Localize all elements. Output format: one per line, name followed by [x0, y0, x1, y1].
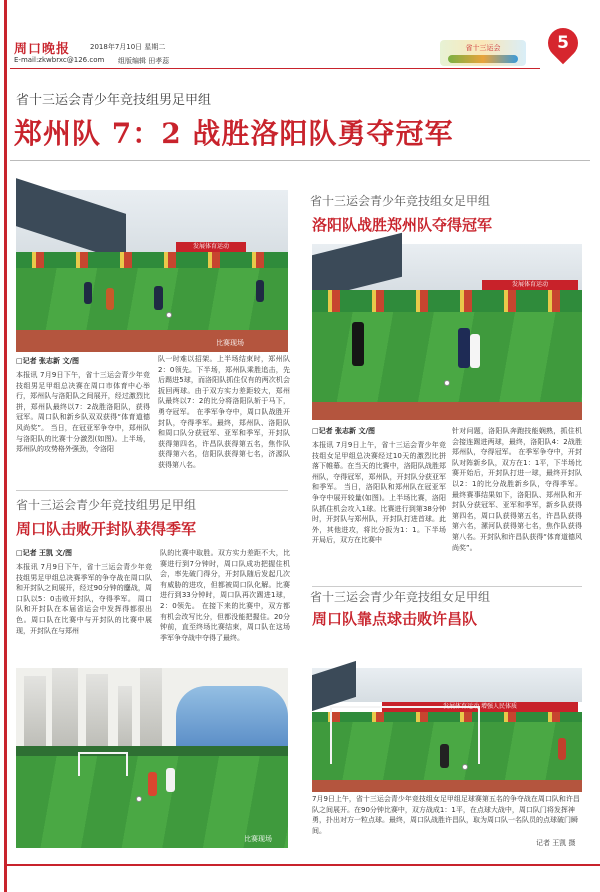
- story2-body-column-2: 队的比赛中取胜。双方实力差距不大，比赛进行到7分钟时，周口队成功把握住机会，率先破门得分，开封队随后发起几次有威胁的进攻，但都被周口队化解。比赛进行到33分钟时，周口队再次踢进1球，2：0领先。 在接下来的比赛中，双方都有机会改写比分，但都没能把握住。20分钟前，直至终场比赛结束，周口队在这场季军争夺战中夺得了最终。: [160, 549, 290, 642]
- story2-divider: [16, 490, 288, 491]
- lead-photo-credit: 比赛现场: [216, 339, 244, 347]
- story4-credit: 记者 王凯 摄: [536, 839, 576, 847]
- newspaper-masthead: 周口晚报: [14, 42, 71, 57]
- bottom-frame-rule: [4, 864, 600, 866]
- story3-kicker: 省十三运会青少年竞技组女足甲组: [310, 194, 491, 208]
- story2-headline: 周口队击败开封队获得季军: [16, 520, 197, 538]
- story4-caption: 7月9日上午，省十三运会青少年竞技组女足甲组足球赛第五名的争夺战在周口队和许昌队之间展开。在90分钟比赛中，双方战成1：1平，在点球大战中，周口队门将发挥神勇，扑出对方一粒点球。最终，周口队战胜许昌队，取为周口队一名队员的点球破门瞬间。: [312, 795, 580, 835]
- lead-headline: 郑州队 7：2 战胜洛阳队勇夺冠军: [14, 117, 454, 150]
- left-frame-rule: [4, 0, 7, 892]
- story4-kicker: 省十三运会青少年竞技组女足甲组: [310, 590, 491, 604]
- story2-body-column-1: 本报讯 7月9日下午，省十三运会青少年竞技组男足甲组总决赛季军的争夺战在周口队和开封队之间展开，经过90分钟的鏖战，周口队以5：0击败开封队，夺得季军。 周口队和开封队在本届省运会中发挥得都很出色。周口队在比赛中与开封队的比赛中展现，开封队在与郑州: [16, 563, 152, 635]
- story3-photo-banner: 发展体育运动: [482, 280, 578, 290]
- contact-email: E-mail:zkwbrxc@126.com: [14, 56, 105, 64]
- lead-body-column-2: 队一时难以招架。上半场结束时，郑州队2：0领先。下半场，郑州队乘胜追击，先后踢进5球，而洛阳队抓住仅有的两次机会扳回两球。由于双方实力差距较大，郑州队最终以7：2的比分将洛阳队斩于马下，勇夺冠军。 在季军争夺中，周口队战胜开封队，夺得季军。最终，郑州队、洛阳队和周口队分获冠军、亚军和季军，开封队获得第四名，许昌队获得第五名，焦作队获得第六名，信阳队获得第七名，济源队获得第八名。: [158, 355, 290, 469]
- lead-photo: [16, 190, 288, 352]
- page-number: 5: [557, 33, 569, 53]
- story3-body-column-1: 本报讯 7月9日上午，省十三运会青少年竞技组女足甲组总决赛经过10天的激烈比拼落下帷幕。在当天的比赛中，洛阳队战胜郑州队，夺得冠军，郑州队，开封队分获亚军和季军。 当日，洛阳队和郑州队在冠亚军争夺中展开较量(如图)。上半场比赛，洛阳队抓住机会攻入1球。比赛进行到第38分钟时，开封队与郑州队，开封队打进首球。此外，其他进攻，将比分扳为1：1。下半场开局后，双方在比赛中: [312, 441, 446, 545]
- story2-photo-credit: 比赛现场: [244, 835, 272, 843]
- lead-byline: □记者 张志新 文/图: [16, 357, 80, 365]
- story3-photo: [312, 244, 582, 420]
- lead-photo-banner: 发展体育运动: [176, 242, 246, 252]
- story4-photo: [312, 668, 582, 792]
- lead-kicker: 省十三运会青少年竞技组男足甲组: [16, 93, 212, 108]
- story2-byline: □记者 王凯 文/图: [16, 549, 73, 557]
- lead-body-column-1: 本报讯 7月9日下午，省十三运会青少年竞技组男足甲组总决赛在周口市体育中心举行，郑州队与洛阳队之间展开，经过激烈比拼，郑州队最终以7：2战胜洛阳队，获得冠军。周口队和新乡队双双获得“体育道德风尚奖”。 当日，在冠亚军争夺中，郑州队与洛阳队的比赛十分激烈(如图)。上半场，郑州队的攻势格外强劲，令洛阳: [16, 371, 150, 454]
- story4-headline: 周口队靠点球击败许昌队: [312, 610, 478, 628]
- layout-editor: 组版编辑 田孝蕊: [118, 57, 170, 65]
- story4-divider: [312, 586, 582, 587]
- header-divider: [10, 68, 540, 69]
- games-logo: [440, 40, 526, 66]
- story4-photo-banner: 发展体育运动 增强人民体质: [382, 702, 578, 712]
- story2-kicker: 省十三运会青少年竞技组男足甲组: [16, 498, 197, 512]
- games-logo-text: 省十三运会: [465, 44, 501, 52]
- issue-date: 2018年7月10日 星期二: [90, 43, 166, 51]
- story2-photo: [16, 668, 288, 848]
- story3-body-column-2: 针对问题，洛阳队奔跑技能娴熟，抓住机会接连踢进两球，最终，洛阳队4：2战胜郑州队，夺得冠军。 在季军争夺中，开封队对阵新乡队，双方在1：1平，下半场比赛开始后，开封队打进一球，最终开封队以2：1的比分战胜新乡队，夺得季军。 最终赛事结果如下，洛阳队、郑州队和开封队分获冠军、亚军和季军，新乡队获得第四名，周口队获得第五名，许昌队获得第六名，漯河队获得第七名，焦作队获得第八名。开封队和许昌队获得“体育道德风尚奖”。: [452, 427, 582, 552]
- games-logo-wave-icon: [448, 55, 518, 63]
- story3-byline: □记者 张志新 文/图: [312, 427, 376, 435]
- story3-headline: 洛阳队战胜郑州队夺得冠军: [312, 216, 493, 234]
- lead-divider: [10, 160, 590, 161]
